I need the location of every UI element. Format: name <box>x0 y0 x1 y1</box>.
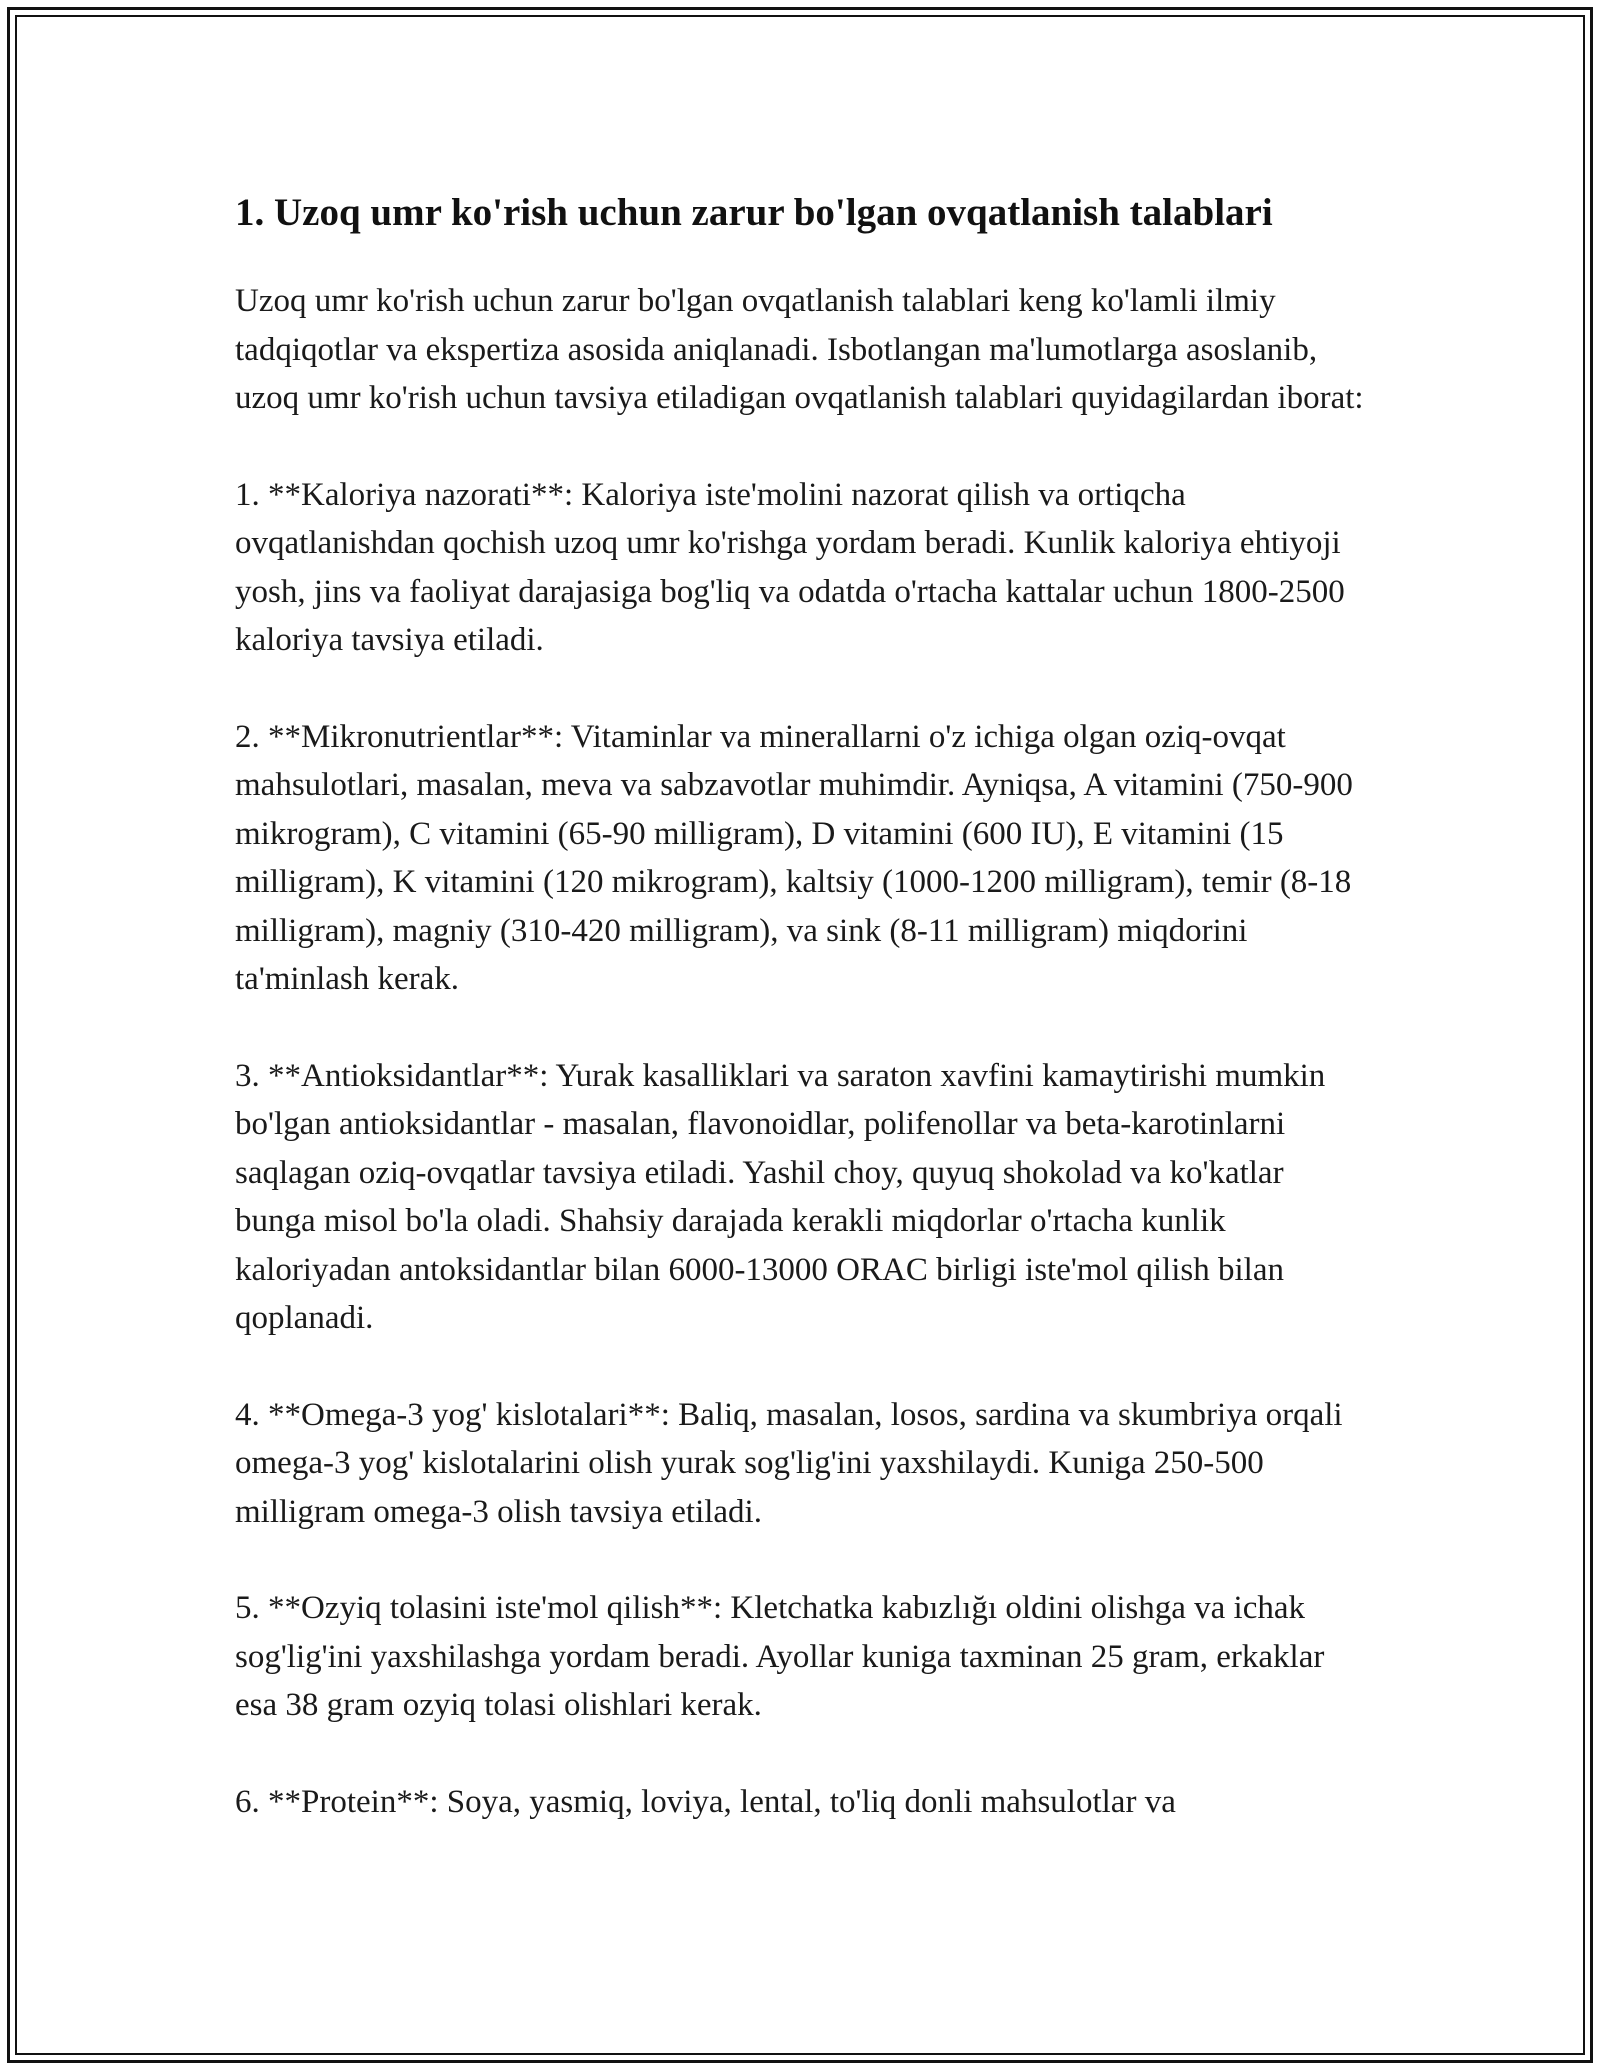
paragraph-calorie-control: 1. **Kaloriya nazorati**: Kaloriya iste'molini nazorat qilish va ortiqcha ovqatlanishdan qochish uzoq umr ko'rishga yordam beradi. Kunlik kaloriya ehtiyoji yosh, jins va faoliyat darajasiga bog'liq va odatda o'rtacha kattalar uchun 1800-2500 kaloriya tavsiya etiladi. <box>235 476 1345 658</box>
section-heading: 1. Uzoq umr ko'rish uchun zarur bo'lgan ovqatlanish talablari <box>235 191 1273 234</box>
document-body <box>235 185 1365 1874</box>
intro-paragraph: Uzoq umr ko'rish uchun zarur bo'lgan ovqatlanish talablari keng ko'lamli ilmiy tadqiqotlar va ekspertiza asosida aniqlanadi. Isbotlangan ma'lumotlarga asoslanib, uzoq umr ko'rish uchun tavsiya etiladigan ovqatlanish talablari quyidagilardan iborat: <box>235 283 1364 416</box>
paragraph-omega-3: 4. **Omega-3 yog' kislotalari**: Baliq, masalan, losos, sardina va skumbriya orqali omega-3 yog' kislotalarini olish yurak sog'lig'ini yaxshilaydi. Kuniga 250-500 milligram omega-3 olish tavsiya etiladi. <box>235 1396 1343 1530</box>
paragraph-protein: 6. **Protein**: Soya, yasmiq, loviya, lental, to'liq donli mahsulotlar va <box>235 1783 1176 1820</box>
paragraph-micronutrients: 2. **Mikronutrientlar**: Vitaminlar va minerallarni o'z ichiga olgan oziq-ovqat mahsulotlari, masalan, meva va sabzavotlar muhimdir. Ayniqsa, A vitamini (750-900 mikrogram), C vitamini (65-90 milligram), D vitamini (600 IU), E vitamini (15 milligram), K vitamini (120 mikrogram), kaltsiy (1000-1200 milligram), temir (8-18 milligram), magniy (310-420 milligram), va sink (8-11 milligram) miqdorini ta'minlash kerak. <box>235 718 1353 997</box>
paragraph-fiber: 5. **Ozyiq tolasini iste'mol qilish**: Kletchatka kabızlığı oldini olishga va ichak sog'lig'ini yaxshilashga yordam beradi. Ayollar kuniga taxminan 25 gram, erkaklar esa 38 gram ozyiq tolasi olishlari kerak. <box>235 1590 1325 1723</box>
paragraph-antioxidants: 3. **Antioksidantlar**: Yurak kasalliklari va saraton xavfini kamaytirishi mumkin bo'lgan antioksidantlar - masalan, flavonoidlar, polifenollar va beta-karotinlarni saqlagan oziq-ovqatlar tavsiya etiladi. Yashil choy, quyuq shokolad va ko'katlar bunga misol bo'la oladi. Shahsiy darajada kerakli miqdorlar o'rtacha kunlik kaloriyadan antoksidantlar bilan 6000-13000 ORAC birligi iste'mol qilish bilan qoplanadi. <box>235 1057 1326 1336</box>
